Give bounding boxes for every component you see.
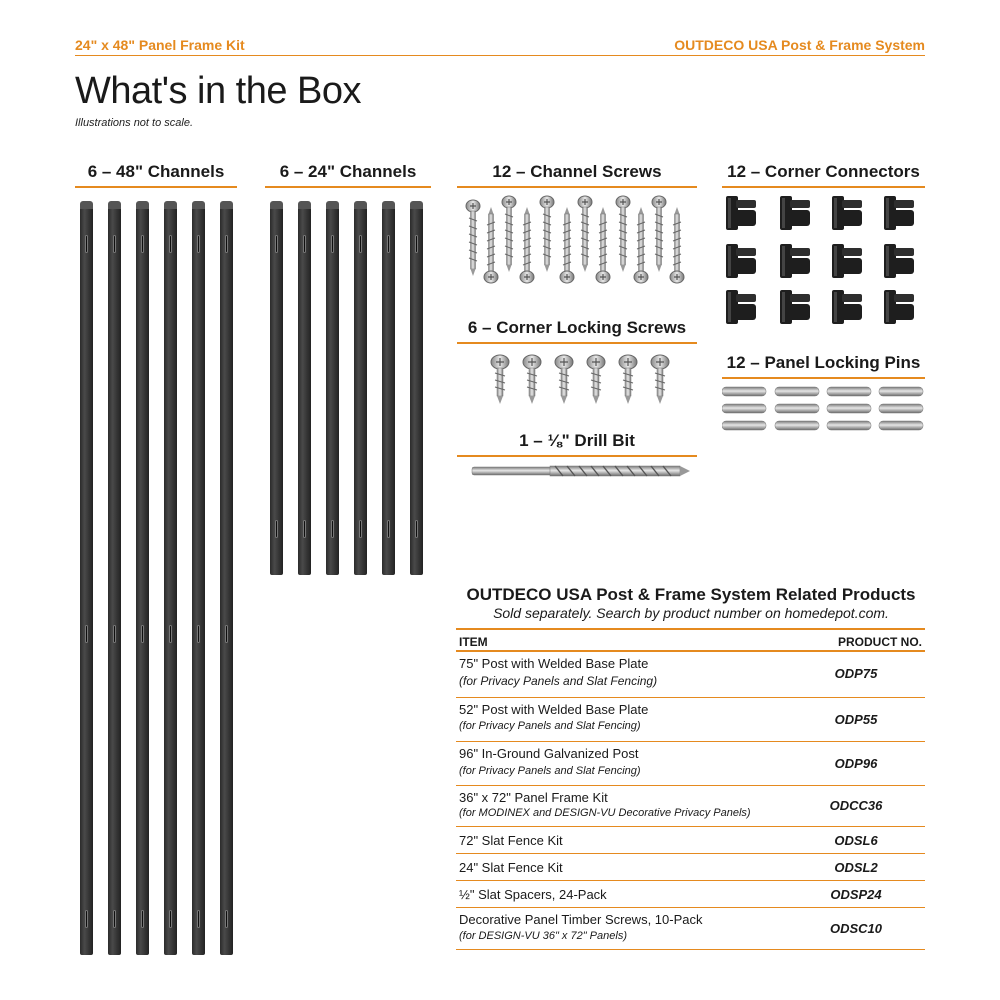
product-number: ODP96 bbox=[834, 756, 878, 771]
item-note: (for Privacy Panels and Slat Fencing) bbox=[459, 720, 641, 732]
channel-24 bbox=[270, 205, 283, 575]
section-drill-bit: 1 – ⅛" Drill Bit bbox=[457, 431, 697, 457]
table-row bbox=[456, 827, 925, 854]
section-channel-screws: 12 – Channel Screws bbox=[457, 162, 697, 188]
product-number: ODCC36 bbox=[829, 798, 883, 813]
channel-48 bbox=[164, 205, 177, 955]
table-row bbox=[456, 908, 925, 950]
section-48-channels: 6 – 48" Channels bbox=[75, 162, 237, 188]
product-number: ODSL6 bbox=[834, 833, 878, 848]
channel-48 bbox=[220, 205, 233, 955]
table-row bbox=[456, 698, 925, 742]
channel-screws-illustration bbox=[457, 192, 697, 292]
table-row bbox=[456, 854, 925, 881]
product-number: ODSL2 bbox=[834, 860, 878, 875]
item-name: 96" In-Ground Galvanized Post bbox=[459, 746, 639, 761]
section-24-channels: 6 – 24" Channels bbox=[265, 162, 431, 188]
page-title: What's in the Box bbox=[75, 70, 361, 112]
item-note: (for Privacy Panels and Slat Fencing) bbox=[459, 674, 658, 688]
channel-24 bbox=[354, 205, 367, 575]
related-products-table bbox=[456, 628, 925, 950]
item-name: 24" Slat Fence Kit bbox=[459, 860, 563, 875]
page-subtitle: Illustrations not to scale. bbox=[75, 117, 194, 129]
table-row bbox=[456, 652, 925, 698]
kit-name: 24" x 48" Panel Frame Kit bbox=[75, 37, 245, 53]
col-product-no: PRODUCT NO. bbox=[838, 635, 922, 649]
channel-24 bbox=[410, 205, 423, 575]
panel-locking-pins-illustration bbox=[722, 385, 925, 435]
product-number: ODP55 bbox=[834, 712, 878, 727]
item-name: ½" Slat Spacers, 24-Pack bbox=[459, 887, 607, 902]
product-number: ODP75 bbox=[834, 666, 878, 681]
channel-24 bbox=[326, 205, 339, 575]
drill-bit-illustration bbox=[470, 460, 695, 482]
channel-48 bbox=[80, 205, 93, 955]
table-row bbox=[456, 786, 925, 827]
item-name: 36" x 72" Panel Frame Kit bbox=[459, 790, 608, 805]
item-note: (for Privacy Panels and Slat Fencing) bbox=[459, 765, 641, 777]
section-corner-connectors: 12 – Corner Connectors bbox=[722, 162, 925, 188]
product-number: ODSC10 bbox=[829, 921, 883, 936]
corner-locking-screws-illustration bbox=[480, 352, 680, 410]
channel-48 bbox=[108, 205, 121, 955]
corner-connectors-illustration bbox=[722, 192, 925, 332]
channel-24 bbox=[382, 205, 395, 575]
section-corner-locking-screws: 6 – Corner Locking Screws bbox=[457, 318, 697, 344]
item-name: Decorative Panel Timber Screws, 10-Pack bbox=[459, 912, 703, 927]
related-products-title: OUTDECO USA Post & Frame System Related Products bbox=[466, 585, 916, 604]
section-panel-locking-pins: 12 – Panel Locking Pins bbox=[722, 353, 925, 379]
channel-48 bbox=[192, 205, 205, 955]
related-products-subtitle: Sold separately. Search by product number on homedepot.com. bbox=[493, 605, 889, 621]
item-name: 52" Post with Welded Base Plate bbox=[459, 702, 649, 717]
product-number: ODSP24 bbox=[830, 887, 882, 902]
brand-name: OUTDECO USA Post & Frame System bbox=[674, 37, 925, 53]
table-row bbox=[456, 742, 925, 786]
table-header bbox=[456, 628, 925, 652]
item-name: 75" Post with Welded Base Plate bbox=[459, 656, 649, 671]
item-name: 72" Slat Fence Kit bbox=[459, 833, 563, 848]
table-row bbox=[456, 881, 925, 908]
item-note: (for DESIGN-VU 36" x 72" Panels) bbox=[459, 930, 627, 942]
item-note: (for MODINEX and DESIGN-VU Decorative Privacy Panels) bbox=[459, 807, 751, 819]
top-bar bbox=[75, 37, 925, 56]
channel-48 bbox=[136, 205, 149, 955]
channel-24 bbox=[298, 205, 311, 575]
col-item: ITEM bbox=[459, 635, 488, 649]
